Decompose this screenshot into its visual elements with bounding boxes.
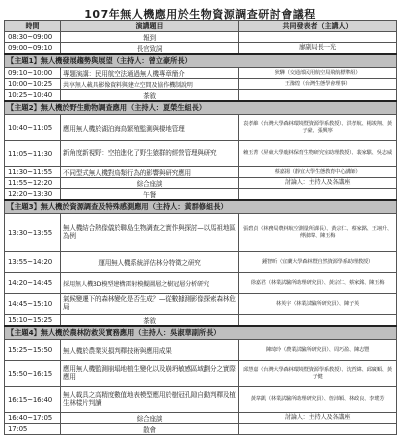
- row-time: 15:10~15:25: [5, 315, 61, 327]
- header-topic: 演講題目: [61, 21, 239, 32]
- row-topic: 氣候變遷下的森林變化是否生成？—從數據測影像探索森林危局: [61, 294, 239, 315]
- row-time: 11:30~11:55: [5, 167, 61, 178]
- page-title: 107年無人機應用於生物資源調查研討會議程: [84, 8, 316, 21]
- row-topic: 採用無人機3D模型建構雷射模擬圖層之樹冠層分析研究: [61, 273, 239, 294]
- header-speaker: 共同發表者（主講人）: [239, 21, 397, 32]
- table-row: [5, 141, 397, 167]
- row-time: 16:40~17:05: [5, 413, 61, 424]
- row-time: 14:20~14:45: [5, 273, 61, 294]
- table-row: [5, 294, 397, 315]
- section-header: [5, 200, 397, 214]
- row-time: 14:45~15:10: [5, 294, 61, 315]
- table-row: [5, 178, 397, 189]
- row-time: 10:25~10:40: [5, 90, 61, 102]
- row-time: 11:05~11:30: [5, 141, 61, 167]
- row-speaker: 鍾智昕（宜蘭大學森林暨自然資源學系助理教授）: [239, 252, 397, 273]
- table-row: [5, 273, 397, 294]
- row-topic: 無人機結合熱像儀於聯島生物調查之實作與探討—以馬祖地區為例: [61, 214, 239, 252]
- table-row: [5, 413, 397, 424]
- row-speaker: [239, 315, 397, 327]
- table-row: [5, 68, 397, 79]
- row-topic: 綜合座談: [61, 178, 239, 189]
- row-time: 13:30~13:55: [5, 214, 61, 252]
- section-title: 【主題2】無人機於野生動物調查應用（主持人：夏榮生組長）: [5, 101, 397, 115]
- row-speaker: 廖副局長一光: [239, 43, 397, 55]
- row-time: 10:40~11:05: [5, 115, 61, 141]
- agenda-table: [4, 20, 397, 435]
- section-header: [5, 326, 397, 340]
- header-time: 時間: [5, 21, 61, 32]
- row-time: 12:20~13:30: [5, 189, 61, 201]
- row-topic: 應用無人機監測崩塌地植生變化以及崩坍敏感區域劃分之實際應用: [61, 361, 239, 387]
- row-topic: 新角度新視野：空拍進化了野生猿群的經營管理與研究: [61, 141, 239, 167]
- section-header: [5, 54, 397, 68]
- row-topic: 散會: [61, 424, 239, 435]
- row-speaker: [239, 32, 397, 43]
- row-speaker: 討論人：主持人及各講座: [239, 178, 397, 189]
- row-speaker: 邱慧嘉（台灣大學森林環境暨資源學系教授）、沈哲緯、邱廣順、黃子健: [239, 361, 397, 387]
- row-time: 10:00~10:25: [5, 79, 61, 90]
- table-row: [5, 214, 397, 252]
- row-speaker: 陳琦玲（農業試驗所研究員）、周巧盈、陳志豐: [239, 340, 397, 361]
- section-title: 【主題1】無人機發展趨勢與展望（主持人：曾立豪所長）: [5, 54, 397, 68]
- row-topic: 無人載具之高精度數值地表模型應用於樹冠孔隙自動判釋及植生林樣片判讀: [61, 387, 239, 413]
- row-speaker: 王豫煌（台灣生態學會理事）: [239, 79, 397, 90]
- table-row: [5, 340, 397, 361]
- section-title: 【主題4】無人機於農林防救災實務應用（主持人：吳淑華副所長）: [5, 326, 397, 340]
- row-topic: 茶敘: [61, 90, 239, 102]
- row-time: 09:00~09:10: [5, 43, 61, 55]
- row-topic: 午餐: [61, 189, 239, 201]
- row-time: 11:55~12:20: [5, 178, 61, 189]
- table-row: [5, 43, 397, 55]
- table-row: [5, 79, 397, 90]
- row-topic: 無人機於農業災損判釋技術與應用成果: [61, 340, 239, 361]
- row-time: 15:25~15:50: [5, 340, 61, 361]
- row-topic: 專題演講：民用航空法通過無人機專章簡介: [61, 68, 239, 79]
- row-time: 16:15~16:40: [5, 387, 61, 413]
- row-speaker: 賴玉菁（屏東大學鹿林保育生物研究室助理教授）、裴家騏、吳志威: [239, 141, 397, 167]
- row-topic: 不同型式無人機對鳥類行為的影響與研究應用: [61, 167, 239, 178]
- row-topic: 綜合座談: [61, 413, 239, 424]
- row-speaker: [239, 189, 397, 201]
- table-row: [5, 315, 397, 327]
- table-header-row: [5, 21, 397, 32]
- table-row: [5, 90, 397, 102]
- table-row: [5, 252, 397, 273]
- row-speaker: 蔡嘉揚（靜宜大學生態教育中心講師）: [239, 167, 397, 178]
- row-time: 13:55~14:20: [5, 252, 61, 273]
- row-speaker: 黃韋凱（林業試驗所助理研究員）、詹沛穎、林政良、李瑤芳: [239, 387, 397, 413]
- table-row: [5, 424, 397, 435]
- row-speaker: [239, 424, 397, 435]
- row-speaker: 林英宇（林業試驗所研究員）、陳子英: [239, 294, 397, 315]
- row-topic: 應用無人機於湖泊海鳥繁殖監測與棲地管理: [61, 115, 239, 141]
- row-time: 08:30~09:00: [5, 32, 61, 43]
- row-speaker: [239, 90, 397, 102]
- row-speaker: 張碧貞（林務局農林航空測量所課長）、黃宗仁、蔡家銘、王翊升、傅淑瑋、陳玉梅: [239, 214, 397, 252]
- table-row: [5, 115, 397, 141]
- row-topic: 茶敘: [61, 315, 239, 327]
- section-title: 【主題3】無人機於資源調查及特殊感測應用（主持人：黃群修組長）: [5, 200, 397, 214]
- row-speaker: 徐嘉君（林業試驗所助理研究員）、黃宗仁、蔡家銘、陳玉梅: [239, 273, 397, 294]
- row-topic: 共享無人載具影像資料與建立空間及協作機制說明: [61, 79, 239, 90]
- row-topic: 運用無人機系統評估林分特徵之研究: [61, 252, 239, 273]
- table-row: [5, 387, 397, 413]
- row-topic: 報到: [61, 32, 239, 43]
- row-time: 15:50~16:15: [5, 361, 61, 387]
- row-speaker: 袁孝維（台灣大學森林環境暨資源學系教授）、洪孝航、楊竣翔、黃子豪、張興寧: [239, 115, 397, 141]
- row-time: 09:10~10:00: [5, 68, 61, 79]
- row-topic: 長官致詞: [61, 43, 239, 55]
- row-speaker: 狄驊（交通部民用航空局飛航標準組）: [239, 68, 397, 79]
- row-time: 17:05: [5, 424, 61, 435]
- section-header: [5, 101, 397, 115]
- table-row: [5, 189, 397, 201]
- table-row: [5, 361, 397, 387]
- table-row: [5, 32, 397, 43]
- row-speaker: 討論人：主持人及各講座: [239, 413, 397, 424]
- table-row: [5, 167, 397, 178]
